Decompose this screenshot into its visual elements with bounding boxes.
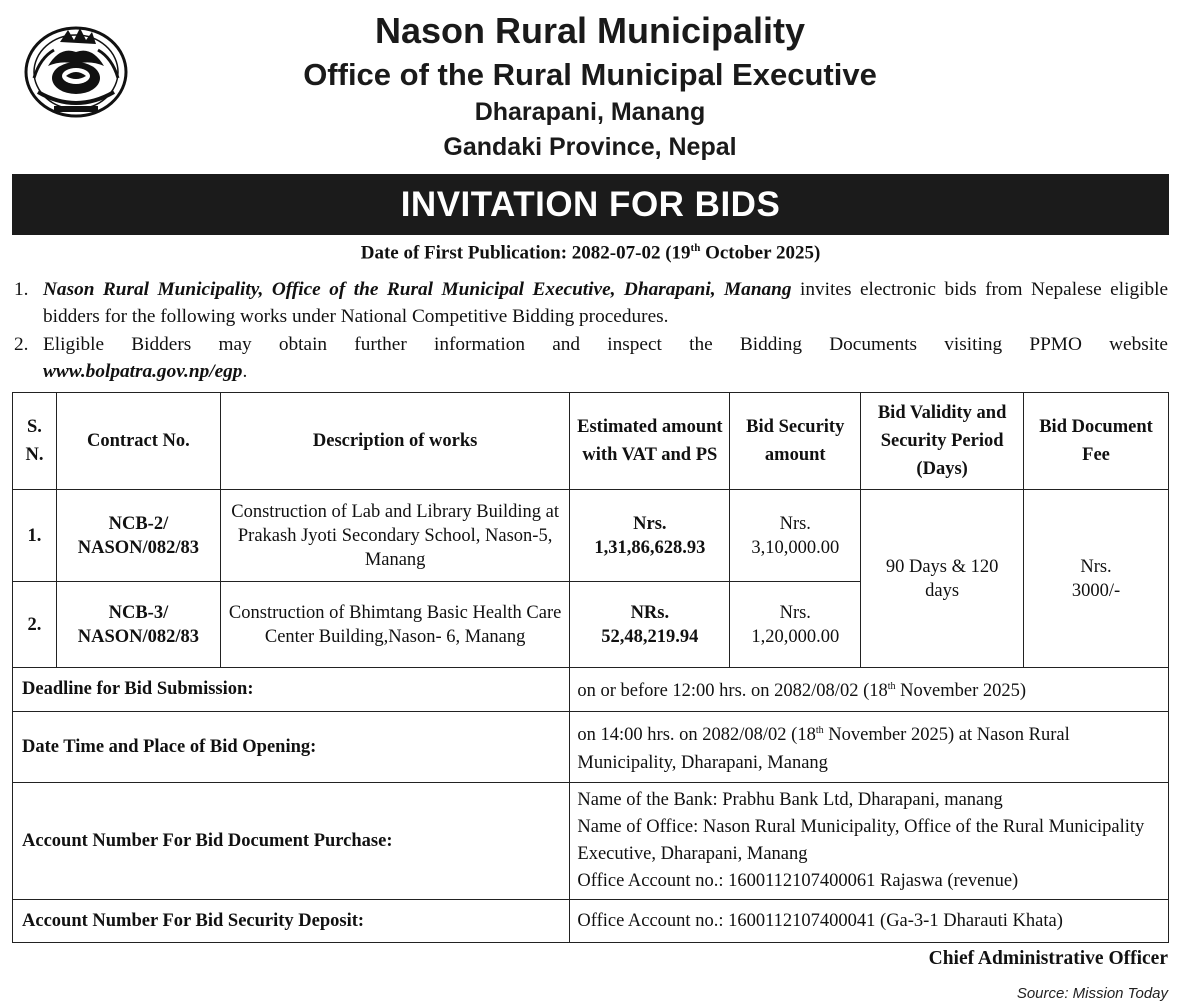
row-2-security-value: 1,20,000.00 — [751, 626, 840, 647]
deposit-account-value: Office Account no.: 1600112107400041 (Ga-3-1 Dharauti Khata) — [570, 900, 1169, 943]
row-2-contract-no: NCB-3/ NASON/082/83 — [56, 582, 220, 668]
deadline-sup: th — [887, 681, 896, 693]
source-credit: Source: Mission Today — [1016, 985, 1168, 1002]
row-1-description: Construction of Lab and Library Building at Prakash Jyoti Secondary School, Nason-5, Manang — [220, 490, 570, 582]
paragraph-1-text: invites electronic bids from Nepalese eligible bidders for the following works under National Competitive Bidding procedures. — [43, 279, 1169, 327]
bank-name: Name of the Bank: Prabhu Bank Ltd, Dharapani, manang — [577, 790, 1003, 810]
deadline-text: on or before 12:00 hrs. on 2082/08/02 (18 — [577, 681, 888, 702]
publication-date-suffix: October 2025) — [700, 242, 821, 264]
revenue-account: Office Account no.: 1600112107400061 Rajaswa (revenue) — [577, 871, 1019, 891]
deadline-value — [570, 668, 1169, 712]
row-1-estimated-amount — [570, 490, 730, 582]
purchase-account-value — [570, 783, 1169, 900]
paragraph-2 — [14, 331, 1168, 385]
row-2-description: Construction of Bhimtang Basic Health Care Center Building,Nason- 6, Manang — [220, 582, 570, 668]
deadline-row — [13, 668, 1169, 712]
opening-value — [570, 712, 1169, 783]
province-country: Gandaki Province, Nepal — [443, 133, 737, 161]
bid-validity-cell: 90 Days & 120 days — [861, 490, 1024, 668]
publication-date-prefix: Date of First Publication: 2082-07-02 (19 — [360, 242, 691, 264]
notice-title: INVITATION FOR BIDS — [12, 174, 1169, 235]
row-1-sn: 1. — [13, 490, 57, 582]
header-bid-security: Bid Security amount — [730, 393, 861, 490]
row-2-security-currency: Nrs. — [779, 602, 811, 623]
header-document-fee: Bid Document Fee — [1024, 393, 1169, 490]
municipality-name: Nason Rural Municipality — [374, 10, 806, 51]
opening-sup: th — [815, 725, 824, 737]
opening-text-end: November 2025) at Nason Rural Municipality, Dharapani, Manang — [577, 725, 1070, 773]
table-header-row — [13, 393, 1169, 490]
opening-label: Date Time and Place of Bid Opening: — [13, 712, 570, 783]
header-bid-validity: Bid Validity and Security Period (Days) — [861, 393, 1024, 490]
table-row — [13, 490, 1169, 582]
header-contract-no: Contract No. — [56, 393, 220, 490]
row-2-bid-security — [730, 582, 861, 668]
publication-date-sup: th — [690, 242, 701, 254]
row-1-estimate-currency: Nrs. — [633, 513, 667, 534]
row-2-estimated-amount — [570, 582, 730, 668]
row-1-security-currency: Nrs. — [779, 513, 811, 534]
paragraph-1-office: Nason Rural Municipality, Office of the Rural Municipal Executive, Dharapani, Manang — [43, 279, 792, 300]
paragraph-2-text: Eligible Bidders may obtain further information and inspect the Bidding Documents visiting PPMO website — [43, 334, 1168, 355]
office-name-detail: Name of Office: Nason Rural Municipality, Office of the Rural Municipality Executive, Dharapani, Manang — [577, 817, 1145, 864]
paragraph-1-number: 1. — [14, 279, 29, 300]
opening-text: on 14:00 hrs. on 2082/08/02 (18 — [577, 725, 816, 746]
nepal-government-emblem-icon — [20, 22, 132, 120]
bids-table — [12, 392, 1169, 943]
deadline-label: Deadline for Bid Submission: — [13, 668, 570, 712]
purchase-account-label: Account Number For Bid Document Purchase: — [13, 783, 570, 900]
header-estimated-amount: Estimated amount with VAT and PS — [570, 393, 730, 490]
header-description: Description of works — [220, 393, 570, 490]
row-1-estimate-value: 1,31,86,628.93 — [594, 537, 706, 558]
opening-row — [13, 712, 1169, 783]
paragraph-1 — [14, 276, 1168, 330]
document-fee-cell: Nrs. 3000/- — [1024, 490, 1169, 668]
publication-date — [0, 242, 1181, 264]
row-1-contract-no: NCB-2/ NASON/082/83 — [56, 490, 220, 582]
signatory-title: Chief Administrative Officer — [928, 948, 1168, 969]
deadline-text-end: November 2025) — [895, 681, 1027, 702]
row-1-security-value: 3,10,000.00 — [751, 537, 840, 558]
paragraph-2-end: . — [242, 361, 248, 382]
deposit-account-label: Account Number For Bid Security Deposit: — [13, 900, 570, 943]
paragraph-2-number: 2. — [14, 334, 29, 355]
deposit-account-row — [13, 900, 1169, 943]
ppmo-website-link[interactable]: www.bolpatra.gov.np/egp — [43, 361, 243, 382]
purchase-account-row — [13, 783, 1169, 900]
header-sn: S. N. — [13, 393, 57, 490]
row-2-estimate-value: 52,48,219.94 — [601, 626, 699, 647]
office-location: Dharapani, Manang — [474, 98, 706, 126]
office-name: Office of the Rural Municipal Executive — [303, 57, 877, 92]
row-1-bid-security — [730, 490, 861, 582]
row-2-estimate-currency: NRs. — [630, 602, 670, 623]
row-2-sn: 2. — [13, 582, 57, 668]
